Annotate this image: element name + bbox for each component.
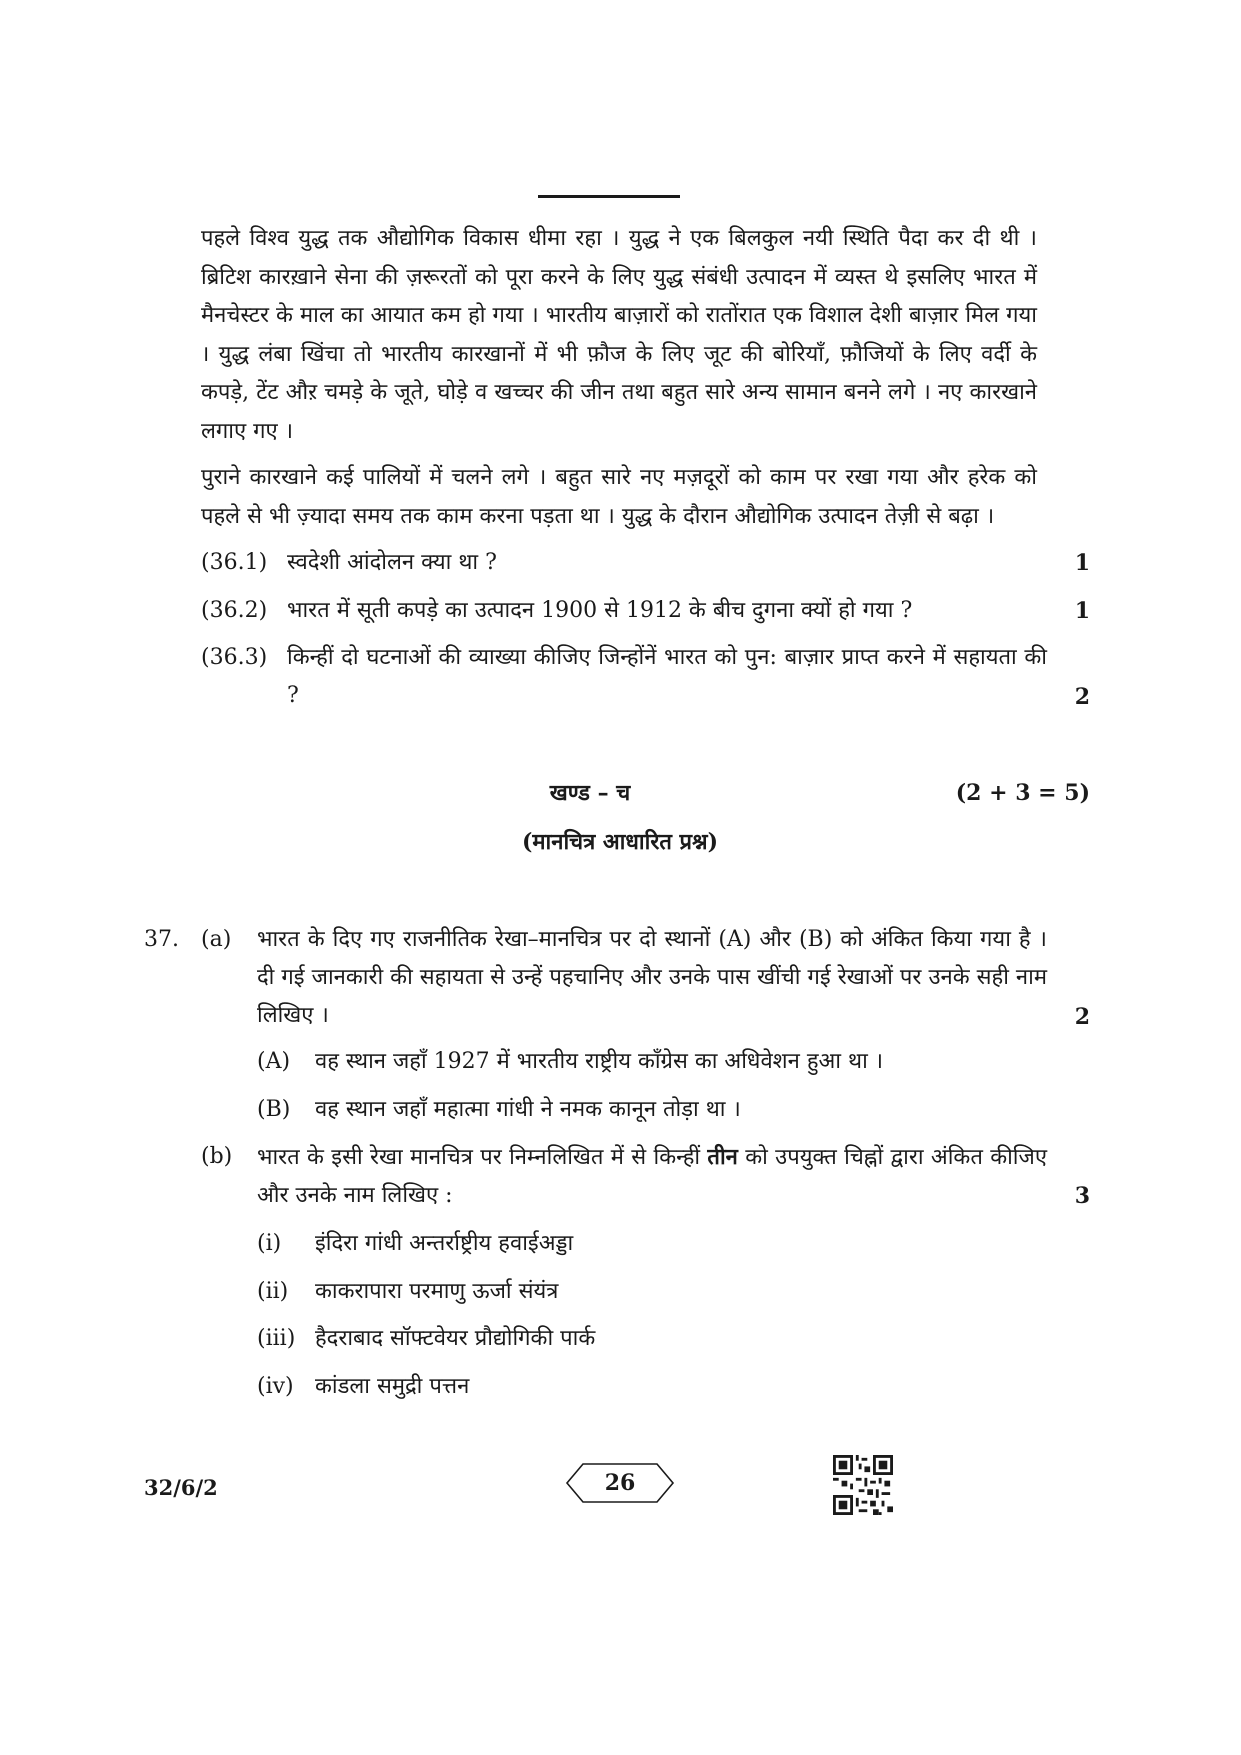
q36-1-number: (36.1) (201, 550, 268, 575)
q37b-item-iv-text: कांडला समुद्री पत्तन (315, 1374, 470, 1399)
q37b-item-iii-label: (iii) (257, 1326, 296, 1351)
q36-1-text: स्वदेशी आंदोलन क्या था ? (287, 550, 497, 575)
q37b-text-before: भारत के इसी रेखा मानचित्र पर निम्नलिखित में से किन्हीं (257, 1145, 708, 1170)
page-number-badge (565, 1463, 675, 1503)
q37b-marks: 3 (1074, 1183, 1090, 1209)
q37b-item-ii-text: काकरापारा परमाणु ऊर्जा संयंत्र (315, 1279, 559, 1304)
q37a-item-B-text: वह स्थान जहाँ महात्मा गांधी ने नमक कानून तोड़ा था । (315, 1097, 741, 1122)
q37b-item-i-label: (i) (257, 1231, 282, 1256)
passage-paragraph-1: पहले विश्व युद्ध तक औद्योगिक विकास धीमा रहा । युद्ध ने एक बिलकुल नयी स्थिति पैदा कर दी थी । ब्रिटिश कारख़ाने सेना की ज़रूरतों को पूरा करने के लिए युद्ध संबंधी उत्पादन में व्यस्त थे इसलिए भारत में मैनचेस्टर के माल का आयात कम हो गया । भारतीय बाज़ारों को रातोंरात एक विशाल देशी बाज़ार मिल गया । युद्ध लंबा खिंचा तो भारतीय कारखानों में भी फ़ौज के लिए जूट की बोरियाँ, फ़ौजियों के लिए वर्दी के कपड़े, टेंट औऱ चमड़े के जूते, घोड़े व खच्चर की जीन तथा बहुत सारे अन्य सामान बनने लगे । नए कारखाने लगाए गए । (201, 226, 1037, 444)
q37b-label: (b) (201, 1144, 233, 1169)
q37a-text: भारत के दिए गए राजनीतिक रेखा–मानचित्र पर दो स्थानों (A) और (B) को अंकित किया गया है । दी गई जानकारी की सहायता से उन्हें पहचानिए और उनके पास खींची गई रेखाओं पर उनके सही नाम लिखिए । (257, 927, 1047, 1028)
q37b-text-bold: तीन (707, 1144, 738, 1170)
q36-2-text: भारत में सूती कपड़े का उत्पादन 1900 से 1912 के बीच दुगना क्यों हो गया ? (287, 598, 913, 623)
q36-2-number: (36.2) (201, 598, 268, 623)
q36-1-marks: 1 (1074, 550, 1090, 576)
q37b-item-i-text: इंदिरा गांधी अन्तर्राष्ट्रीय हवाईअड्डा (315, 1231, 574, 1256)
q37-number: 37. (144, 927, 179, 952)
q37a-item-A-text: वह स्थान जहाँ 1927 में भारतीय राष्ट्रीय काँग्रेस का अधिवेशन हुआ था । (315, 1049, 884, 1074)
q37a-marks: 2 (1074, 1004, 1090, 1030)
q37a-item-B-label: (B) (257, 1097, 291, 1122)
q37b-item-iii-text: हैदराबाद सॉफ्टवेयर प्रौद्योगिकी पार्क (315, 1326, 596, 1351)
section-marks: (2 + 3 = 5) (955, 780, 1090, 806)
q37b-text-after: को उपयुक्त चिह्नों द्वारा अंकित कीजिए और उनके नाम लिखिए : (257, 1145, 1047, 1208)
q36-2-marks: 1 (1074, 598, 1090, 624)
section-subtitle: (मानचित्र आधारित प्रश्न) (521, 829, 719, 855)
page-number: 26 (604, 1470, 636, 1496)
paper-code: 32/6/2 (144, 1475, 218, 1500)
q37b-item-iv-label: (iv) (257, 1374, 294, 1399)
top-rule (538, 195, 680, 198)
qr-code-icon (833, 1455, 893, 1515)
q36-3-text: किन्हीं दो घटनाओं की व्याख्या कीजिए जिन्होंनें भारत को पुन: बाज़ार प्राप्त करने में सहायता की ? (287, 645, 1047, 708)
q36-3-marks: 2 (1074, 684, 1090, 710)
section-title: खण्ड – च (549, 780, 631, 806)
q36-3-number: (36.3) (201, 645, 268, 670)
passage-paragraph-2: पुराने कारखाने कई पालियों में चलने लगे । बहुत सारे नए मज़दूरों को काम पर रखा गया और हरेक को पहले से भी ज़्यादा समय तक काम करना पड़ता था । युद्ध के दौरान औद्योगिक उत्पादन तेज़ी से बढ़ा । (201, 465, 1037, 529)
q37a-item-A-label: (A) (257, 1049, 291, 1074)
q37b-item-ii-label: (ii) (257, 1279, 289, 1304)
q37b-text (257, 1138, 1047, 1215)
q37a-label: (a) (201, 927, 232, 952)
